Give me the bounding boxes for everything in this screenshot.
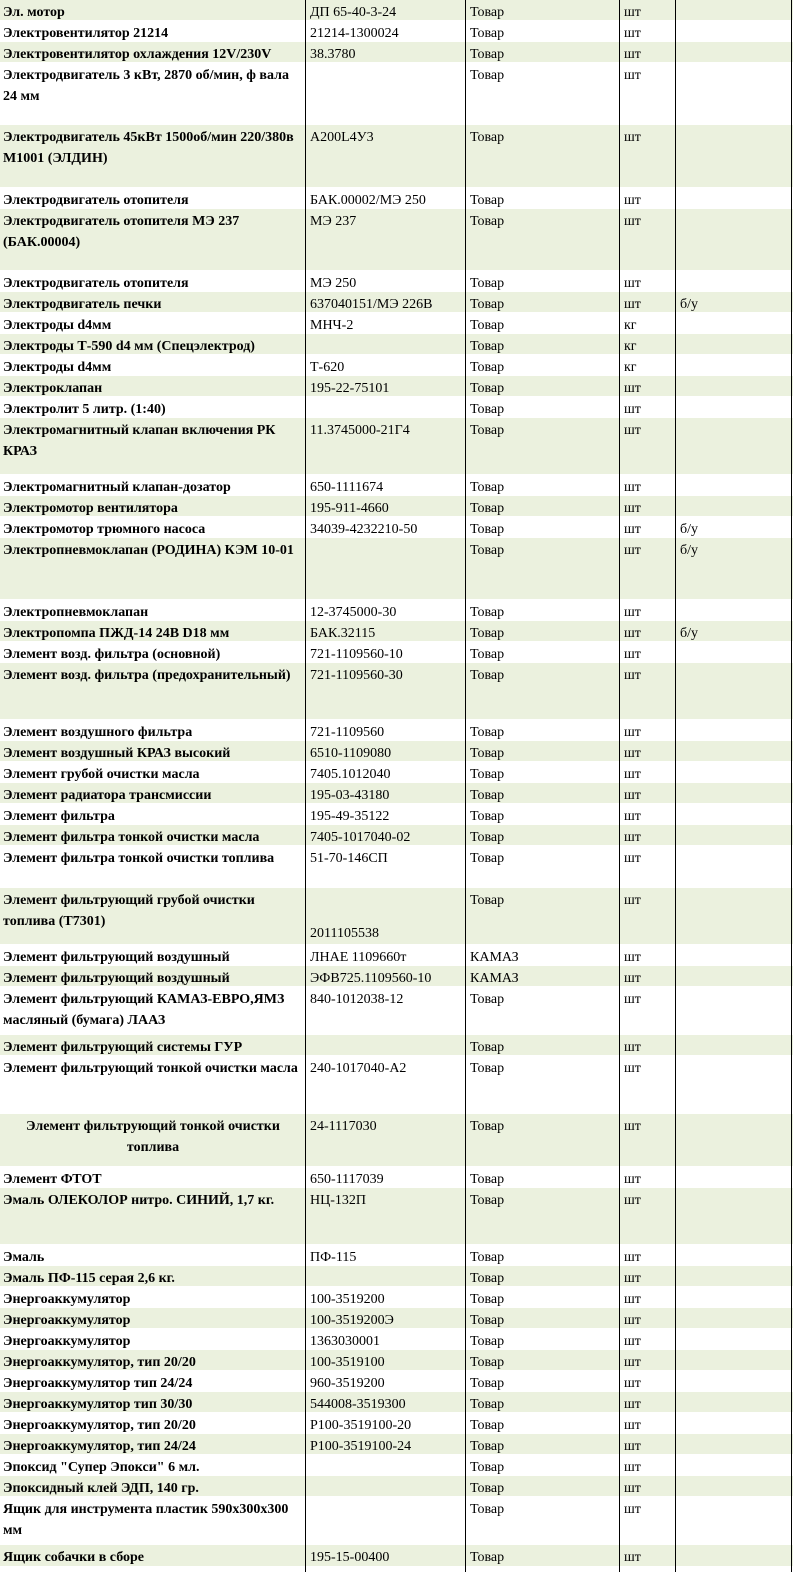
cell-note[interactable] bbox=[677, 397, 793, 417]
cell-name[interactable]: Электролит 5 литр. (1:40) bbox=[3, 402, 166, 417]
cell-type[interactable]: Товар bbox=[470, 339, 505, 354]
cell-note[interactable] bbox=[677, 1167, 793, 1187]
cell-note[interactable] bbox=[677, 642, 793, 662]
cell-type[interactable]: Товар bbox=[470, 381, 505, 396]
cell-name[interactable]: Электропневмоклапан bbox=[3, 605, 149, 620]
cell-type[interactable]: Товар bbox=[470, 1193, 505, 1208]
cell-note[interactable] bbox=[677, 825, 793, 845]
cell-name[interactable]: Электроды d4мм bbox=[3, 360, 112, 375]
cell-note[interactable] bbox=[677, 1392, 793, 1412]
cell-name[interactable]: Энергоаккумулятор, тип 24/24 bbox=[3, 1439, 196, 1454]
cell-name[interactable]: Электропомпа ПЖД-14 24В D18 мм bbox=[3, 626, 230, 641]
cell-note[interactable] bbox=[677, 0, 793, 20]
cell-name[interactable]: Электродвигатель отопителя МЭ 237 (БАК.00004) bbox=[3, 214, 240, 250]
cell-code[interactable]: Р100-3519100-24 bbox=[310, 1439, 412, 1454]
cell-name[interactable]: Элемент фильтрующий КАМАЗ-ЕВРО,ЯМЗ масляный (бумага) ЛААЗ bbox=[3, 992, 285, 1028]
cell-code[interactable] bbox=[307, 1497, 465, 1544]
cell-unit[interactable]: шт bbox=[624, 297, 641, 312]
cell-code[interactable] bbox=[307, 1035, 465, 1055]
cell-note[interactable]: б/у bbox=[680, 297, 699, 312]
cell-name[interactable]: Энергоаккумулятор тип 30/30 bbox=[3, 1397, 193, 1412]
cell-code-text: 2011105538 bbox=[310, 926, 379, 941]
cell-type[interactable]: Товар bbox=[470, 522, 505, 537]
cell-type[interactable]: Товар bbox=[470, 767, 505, 782]
cell-type[interactable]: Товар bbox=[470, 851, 505, 866]
cell-type[interactable]: Товар bbox=[470, 626, 505, 641]
cell-code[interactable]: 195-15-00400 bbox=[310, 1550, 390, 1565]
cell-note[interactable] bbox=[677, 1266, 793, 1286]
cell-code[interactable]: 195-03-43180 bbox=[310, 788, 390, 803]
cell-unit[interactable]: шт bbox=[624, 668, 641, 683]
cell-code[interactable]: 11.3745000-21Г4 bbox=[310, 423, 410, 438]
cell-code[interactable]: 840-1012038-12 bbox=[310, 992, 404, 1007]
cell-type[interactable]: Товар bbox=[470, 668, 505, 683]
cell-note[interactable]: б/у bbox=[680, 626, 699, 641]
cell-unit[interactable]: шт bbox=[624, 809, 641, 824]
cell-note[interactable] bbox=[677, 1497, 793, 1544]
cell-code[interactable]: Т-620 bbox=[310, 360, 345, 375]
cell-name[interactable]: Эмаль ПФ-115 серая 2,6 кг. bbox=[3, 1271, 175, 1286]
cell-type[interactable]: Товар bbox=[470, 788, 505, 803]
cell-type[interactable]: Товар bbox=[470, 47, 505, 62]
cell-type[interactable]: Товар bbox=[470, 605, 505, 620]
cell-type[interactable]: КАМАЗ bbox=[470, 950, 519, 965]
cell-code[interactable]: 960-3519200 bbox=[310, 1376, 385, 1391]
cell-code[interactable]: 34039-4232210-50 bbox=[310, 522, 418, 537]
cell-name[interactable]: Электромотор вентилятора bbox=[3, 501, 178, 516]
cell-code[interactable]: МНЧ-2 bbox=[310, 318, 354, 333]
cell-note[interactable] bbox=[677, 1476, 793, 1496]
cell-unit[interactable]: шт bbox=[624, 626, 641, 641]
cell-type[interactable]: Товар bbox=[470, 214, 505, 229]
cell-code[interactable]: 24-1117030 bbox=[310, 1119, 377, 1134]
cell-unit[interactable]: кг bbox=[624, 339, 637, 354]
cell-name[interactable]: Энергоаккумулятор bbox=[3, 1313, 131, 1328]
cell-unit[interactable]: шт bbox=[624, 26, 641, 41]
cell-unit[interactable]: шт bbox=[624, 47, 641, 62]
cell-note[interactable] bbox=[677, 21, 793, 41]
cell-type[interactable]: Товар bbox=[470, 992, 505, 1007]
cell-note[interactable] bbox=[677, 1245, 793, 1265]
cell-type[interactable]: Товар bbox=[470, 543, 505, 558]
cell-name[interactable]: Элемент грубой очистки масла bbox=[3, 767, 200, 782]
cell-unit[interactable]: шт bbox=[624, 1061, 641, 1076]
cell-code[interactable]: 1363030001 bbox=[310, 1334, 380, 1349]
cell-name[interactable]: Электродвигатель отопителя bbox=[3, 276, 189, 291]
cell-name[interactable]: Эпоксидный клей ЭДП, 140 гр. bbox=[3, 1481, 199, 1496]
cell-unit[interactable]: шт bbox=[624, 423, 641, 438]
cell-code[interactable] bbox=[307, 63, 465, 124]
cell-type[interactable]: Товар bbox=[470, 809, 505, 824]
cell-unit[interactable]: шт bbox=[624, 1193, 641, 1208]
cell-note[interactable] bbox=[677, 783, 793, 803]
cell-code[interactable]: ЭФВ725.1109560-10 bbox=[310, 971, 432, 986]
cell-type[interactable]: Товар bbox=[470, 1313, 505, 1328]
cell-name[interactable]: Электромотор трюмного насоса bbox=[3, 522, 206, 537]
cell-code[interactable]: БАК.32115 bbox=[310, 626, 376, 641]
cell-name[interactable]: Энергоаккумулятор, тип 20/20 bbox=[3, 1355, 196, 1370]
cell-unit[interactable]: шт bbox=[624, 1502, 641, 1517]
cell-unit[interactable]: шт bbox=[624, 851, 641, 866]
cell-unit[interactable]: шт bbox=[624, 1418, 641, 1433]
cell-unit[interactable]: шт bbox=[624, 971, 641, 986]
column-divider bbox=[619, 0, 620, 1572]
cell-type[interactable]: Товар bbox=[470, 1397, 505, 1412]
cell-name[interactable]: Электродвигатель отопителя bbox=[3, 193, 189, 208]
cell-name[interactable]: Электродвигатель печки bbox=[3, 297, 162, 312]
cell-code[interactable]: 6510-1109080 bbox=[310, 746, 392, 761]
cell-note[interactable] bbox=[677, 1287, 793, 1307]
cell-name[interactable]: Элемент фильтра тонкой очистки топлива bbox=[3, 851, 275, 866]
cell-note[interactable] bbox=[677, 376, 793, 396]
cell-unit[interactable]: шт bbox=[624, 1355, 641, 1370]
cell-code[interactable]: 100-3519200 bbox=[310, 1292, 385, 1307]
cell-type[interactable]: Товар bbox=[470, 647, 505, 662]
cell-type[interactable]: КАМАЗ bbox=[470, 971, 519, 986]
cell-type[interactable]: Товар bbox=[470, 1334, 505, 1349]
cell-name[interactable]: Эмаль ОЛЕКОЛОР нитро. СИНИЙ, 1,7 кг. bbox=[3, 1193, 275, 1208]
cell-unit[interactable]: шт bbox=[624, 1481, 641, 1496]
cell-note[interactable] bbox=[677, 1188, 793, 1244]
cell-unit[interactable]: кг bbox=[624, 318, 637, 333]
cell-code[interactable]: 7405.1012040 bbox=[310, 767, 391, 782]
cell-name[interactable]: Электроды d4мм bbox=[3, 318, 112, 333]
cell-note[interactable] bbox=[677, 1545, 793, 1566]
cell-name[interactable]: Элемент возд. фильтра (предохранительный) bbox=[3, 668, 291, 683]
cell-code[interactable]: 240-1017040-А2 bbox=[310, 1061, 407, 1076]
cell-unit[interactable]: кг bbox=[624, 360, 637, 375]
cell-unit[interactable]: шт bbox=[624, 130, 641, 145]
cell-note[interactable] bbox=[677, 418, 793, 474]
cell-note[interactable] bbox=[677, 63, 793, 124]
cell-type[interactable]: Товар bbox=[470, 1502, 505, 1517]
cell-name[interactable]: Энергоаккумулятор bbox=[3, 1334, 131, 1349]
cell-code[interactable] bbox=[307, 1455, 465, 1475]
cell-note[interactable] bbox=[677, 762, 793, 782]
cell-unit[interactable]: шт bbox=[624, 501, 641, 516]
cell-name[interactable]: Электромагнитный клапан включения РК КРАЗ bbox=[3, 423, 276, 459]
column-divider bbox=[465, 0, 466, 1572]
cell-code[interactable]: 195-911-4660 bbox=[310, 501, 389, 516]
cell-type[interactable]: Товар bbox=[470, 1550, 505, 1565]
cell-name[interactable]: Электроклапан bbox=[3, 381, 103, 396]
cell-unit[interactable]: шт bbox=[624, 1250, 641, 1265]
cell-unit[interactable]: шт bbox=[624, 725, 641, 740]
cell-code[interactable]: БАК.00002/МЭ 250 bbox=[310, 193, 426, 208]
cell-code[interactable]: Р100-3519100-20 bbox=[310, 1418, 412, 1433]
cell-type[interactable]: Товар bbox=[470, 360, 505, 375]
cell-type[interactable]: Товар bbox=[470, 297, 505, 312]
cell-note[interactable] bbox=[677, 1413, 793, 1433]
cell-note[interactable] bbox=[677, 888, 793, 944]
cell-type[interactable]: Товар bbox=[470, 1271, 505, 1286]
cell-name[interactable]: Элемент фильтра тонкой очистки масла bbox=[3, 830, 260, 845]
cell-name[interactable]: Элемент воздушный КРАЗ высокий bbox=[3, 746, 231, 761]
cell-note[interactable] bbox=[677, 334, 793, 354]
cell-code[interactable]: 100-3519200Э bbox=[310, 1313, 394, 1328]
cell-type[interactable]: Товар bbox=[470, 893, 505, 908]
cell-note[interactable] bbox=[677, 1434, 793, 1454]
cell-code[interactable]: НЦ-132П bbox=[310, 1193, 366, 1208]
cell-note[interactable] bbox=[677, 1371, 793, 1391]
cell-code[interactable]: 12-3745000-30 bbox=[310, 605, 397, 620]
cell-name[interactable]: Электровентилятор охлаждения 12V/230V bbox=[3, 47, 272, 62]
cell-unit[interactable]: шт bbox=[624, 605, 641, 620]
cell-type[interactable]: Товар bbox=[470, 5, 505, 20]
cell-name[interactable]: Элемент радиатора трансмиссии bbox=[3, 788, 212, 803]
cell-unit[interactable]: шт bbox=[624, 5, 641, 20]
cell-note[interactable] bbox=[677, 313, 793, 333]
cell-type[interactable]: Товар bbox=[470, 746, 505, 761]
cell-note[interactable] bbox=[677, 741, 793, 761]
cell-name[interactable]: Эл. мотор bbox=[3, 5, 65, 20]
cell-type[interactable]: Товар bbox=[470, 1172, 505, 1187]
cell-name[interactable]: Элемент фильтрующий воздушный bbox=[3, 971, 230, 986]
cell-note[interactable]: б/у bbox=[680, 543, 699, 558]
cell-unit[interactable]: шт bbox=[624, 1271, 641, 1286]
cell-type[interactable]: Товар bbox=[470, 276, 505, 291]
cell-code[interactable] bbox=[307, 334, 465, 354]
cell-code[interactable]: 650-1117039 bbox=[310, 1172, 384, 1187]
cell-type[interactable]: Товар bbox=[470, 1439, 505, 1454]
cell-note[interactable] bbox=[677, 966, 793, 986]
cell-type[interactable]: Товар bbox=[470, 1355, 505, 1370]
cell-note[interactable] bbox=[677, 1350, 793, 1370]
cell-name[interactable]: Электродвигатель 45кВт 1500об/мин 220/380в М1001 (ЭЛДИН) bbox=[3, 130, 294, 166]
cell-note[interactable] bbox=[677, 355, 793, 375]
cell-code[interactable]: ДП 65-40-3-24 bbox=[310, 5, 397, 20]
cell-type[interactable]: Товар bbox=[470, 193, 505, 208]
cell-unit[interactable]: шт bbox=[624, 992, 641, 1007]
cell-code[interactable]: А200L4У3 bbox=[310, 130, 374, 145]
cell-unit[interactable]: шт bbox=[624, 830, 641, 845]
cell-type[interactable]: Товар bbox=[470, 423, 505, 438]
cell-unit[interactable]: шт bbox=[624, 1119, 641, 1134]
cell-code[interactable]: 21214-1300024 bbox=[310, 26, 399, 41]
cell-unit[interactable]: шт bbox=[624, 767, 641, 782]
cell-name[interactable]: Электромагнитный клапан-дозатор bbox=[3, 480, 231, 495]
cell-unit[interactable]: шт bbox=[624, 647, 641, 662]
cell-note[interactable] bbox=[677, 42, 793, 62]
cell-code[interactable] bbox=[307, 1476, 465, 1496]
cell-note[interactable]: б/у bbox=[680, 522, 699, 537]
cell-name[interactable]: Электровентилятор 21214 bbox=[3, 26, 169, 41]
cell-name[interactable]: Энергоаккумулятор, тип 20/20 bbox=[3, 1418, 196, 1433]
cell-unit[interactable]: шт bbox=[624, 1334, 641, 1349]
cell-code[interactable]: 650-1111674 bbox=[310, 480, 384, 495]
cell-unit[interactable]: шт bbox=[624, 68, 641, 83]
cell-type[interactable]: Товар bbox=[470, 1119, 505, 1134]
cell-type[interactable]: Товар bbox=[470, 1250, 505, 1265]
cell-code[interactable]: 721-1109560-10 bbox=[310, 647, 403, 662]
cell-code[interactable]: 544008-3519300 bbox=[310, 1397, 406, 1412]
cell-unit[interactable]: шт bbox=[624, 1550, 641, 1565]
cell-unit[interactable]: шт bbox=[624, 480, 641, 495]
cell-code[interactable] bbox=[307, 888, 465, 944]
cell-name[interactable]: Элемент воздушного фильтра bbox=[3, 725, 193, 740]
cell-type[interactable]: Товар bbox=[470, 68, 505, 83]
cell-type[interactable]: Товар bbox=[470, 1418, 505, 1433]
cell-code[interactable]: МЭ 250 bbox=[310, 276, 357, 291]
cell-type[interactable]: Товар bbox=[470, 1292, 505, 1307]
cell-type[interactable]: Товар bbox=[470, 1061, 505, 1076]
cell-code[interactable]: МЭ 237 bbox=[310, 214, 357, 229]
cell-type[interactable]: Товар bbox=[470, 318, 505, 333]
cell-note[interactable] bbox=[677, 804, 793, 824]
cell-type[interactable]: Товар bbox=[470, 402, 505, 417]
cell-type[interactable]: Товар bbox=[470, 501, 505, 516]
cell-note[interactable] bbox=[677, 496, 793, 516]
cell-code[interactable]: ЛНАЕ 1109660т bbox=[310, 950, 407, 965]
cell-unit[interactable]: шт bbox=[624, 1376, 641, 1391]
cell-unit[interactable]: шт bbox=[624, 193, 641, 208]
cell-note[interactable] bbox=[677, 125, 793, 187]
cell-code[interactable] bbox=[307, 1266, 465, 1286]
cell-note[interactable] bbox=[677, 987, 793, 1034]
cell-type[interactable]: Товар bbox=[470, 725, 505, 740]
column-divider bbox=[305, 0, 306, 1572]
cell-code[interactable]: ПФ-115 bbox=[310, 1250, 357, 1265]
cell-code[interactable]: 195-49-35122 bbox=[310, 809, 390, 824]
cell-code[interactable]: 38.3780 bbox=[310, 47, 356, 62]
cell-name[interactable]: Эмаль bbox=[3, 1250, 45, 1265]
cell-name[interactable]: Элемент фильтрующий тонкой очистки топлива bbox=[26, 1119, 280, 1155]
column-divider bbox=[675, 0, 676, 1572]
cell-unit[interactable]: шт bbox=[624, 402, 641, 417]
cell-note[interactable] bbox=[677, 846, 793, 887]
cell-name[interactable]: Элемент фильтрующий грубой очистки топлива (Т7301) bbox=[3, 893, 255, 929]
cell-name[interactable]: Элемент фильтрующий тонкой очистки масла bbox=[3, 1061, 298, 1076]
cell-name[interactable]: Элемент возд. фильтра (основной) bbox=[3, 647, 221, 662]
cell-note[interactable] bbox=[677, 720, 793, 740]
cell-name[interactable]: Ящик для инструмента пластик 590х300х300 мм bbox=[3, 1502, 289, 1538]
cell-name[interactable]: Электродвигатель 3 кВт, 2870 об/мин, ф вала 24 мм bbox=[3, 68, 289, 104]
cell-name[interactable]: Элемент фильтрующий системы ГУР bbox=[3, 1040, 243, 1055]
cell-name[interactable]: Энергоаккумулятор bbox=[3, 1292, 131, 1307]
cell-type[interactable]: Товар bbox=[470, 1460, 505, 1475]
cell-unit[interactable]: шт bbox=[624, 1292, 641, 1307]
cell-code[interactable] bbox=[307, 397, 465, 417]
cell-note[interactable] bbox=[677, 1455, 793, 1475]
cell-unit[interactable]: шт bbox=[624, 950, 641, 965]
cell-note[interactable] bbox=[677, 271, 793, 291]
cell-unit[interactable]: шт bbox=[624, 1040, 641, 1055]
cell-note[interactable] bbox=[677, 663, 793, 719]
cell-unit[interactable]: шт bbox=[624, 1439, 641, 1454]
cell-type[interactable]: Товар bbox=[470, 1040, 505, 1055]
cell-code[interactable]: 195-22-75101 bbox=[310, 381, 390, 396]
cell-note[interactable] bbox=[677, 600, 793, 620]
cell-note[interactable] bbox=[677, 188, 793, 208]
cell-type[interactable]: Товар bbox=[470, 480, 505, 495]
cell-unit[interactable]: шт bbox=[624, 1460, 641, 1475]
cell-note[interactable] bbox=[677, 1329, 793, 1349]
cell-unit[interactable]: шт bbox=[624, 381, 641, 396]
cell-note[interactable] bbox=[677, 1056, 793, 1113]
cell-code[interactable]: 721-1109560 bbox=[310, 725, 385, 740]
cell-unit[interactable]: шт bbox=[624, 276, 641, 291]
cell-unit[interactable]: шт bbox=[624, 1172, 641, 1187]
cell-unit[interactable]: шт bbox=[624, 543, 641, 558]
cell-unit[interactable]: шт bbox=[624, 1313, 641, 1328]
cell-type[interactable]: Товар bbox=[470, 1481, 505, 1496]
cell-code[interactable]: 51-70-146СП bbox=[310, 851, 388, 866]
cell-unit[interactable]: шт bbox=[624, 1397, 641, 1412]
cell-unit[interactable]: шт bbox=[624, 788, 641, 803]
cell-type[interactable]: Товар bbox=[470, 1376, 505, 1391]
cell-note[interactable] bbox=[677, 1035, 793, 1055]
cell-code[interactable]: 637040151/МЭ 226В bbox=[310, 297, 433, 312]
cell-type[interactable]: Товар bbox=[470, 830, 505, 845]
cell-name[interactable]: Ящик собачки в сборе bbox=[3, 1550, 145, 1565]
cell-note[interactable] bbox=[677, 1308, 793, 1328]
cell-name[interactable]: Элемент ФТОТ bbox=[3, 1172, 102, 1187]
cell-note[interactable] bbox=[677, 945, 793, 965]
cell-code[interactable]: 7405-1017040-02 bbox=[310, 830, 411, 845]
cell-type[interactable]: Товар bbox=[470, 26, 505, 41]
cell-name[interactable]: Энергоаккумулятор тип 24/24 bbox=[3, 1376, 193, 1391]
cell-name[interactable]: Электропневмоклапан (РОДИНА) КЭМ 10-01 bbox=[3, 543, 294, 558]
cell-note[interactable] bbox=[677, 1114, 793, 1166]
cell-code[interactable]: 100-3519100 bbox=[310, 1355, 385, 1370]
cell-note[interactable] bbox=[677, 209, 793, 270]
cell-unit[interactable]: шт bbox=[624, 893, 641, 908]
cell-note[interactable] bbox=[677, 475, 793, 495]
cell-code[interactable] bbox=[307, 538, 465, 599]
cell-unit[interactable]: шт bbox=[624, 746, 641, 761]
cell-name[interactable]: Эпоксид "Супер Эпокси" 6 мл. bbox=[3, 1460, 200, 1475]
cell-unit[interactable]: шт bbox=[624, 214, 641, 229]
cell-name[interactable]: Электроды Т-590 d4 мм (Спецэлектрод) bbox=[3, 339, 255, 354]
cell-unit[interactable]: шт bbox=[624, 522, 641, 537]
column-divider bbox=[791, 0, 792, 1572]
cell-type[interactable]: Товар bbox=[470, 130, 505, 145]
cell-name[interactable]: Элемент фильтра bbox=[3, 809, 115, 824]
cell-name[interactable]: Элемент фильтрующий воздушный bbox=[3, 950, 230, 965]
cell-code[interactable]: 721-1109560-30 bbox=[310, 668, 403, 683]
